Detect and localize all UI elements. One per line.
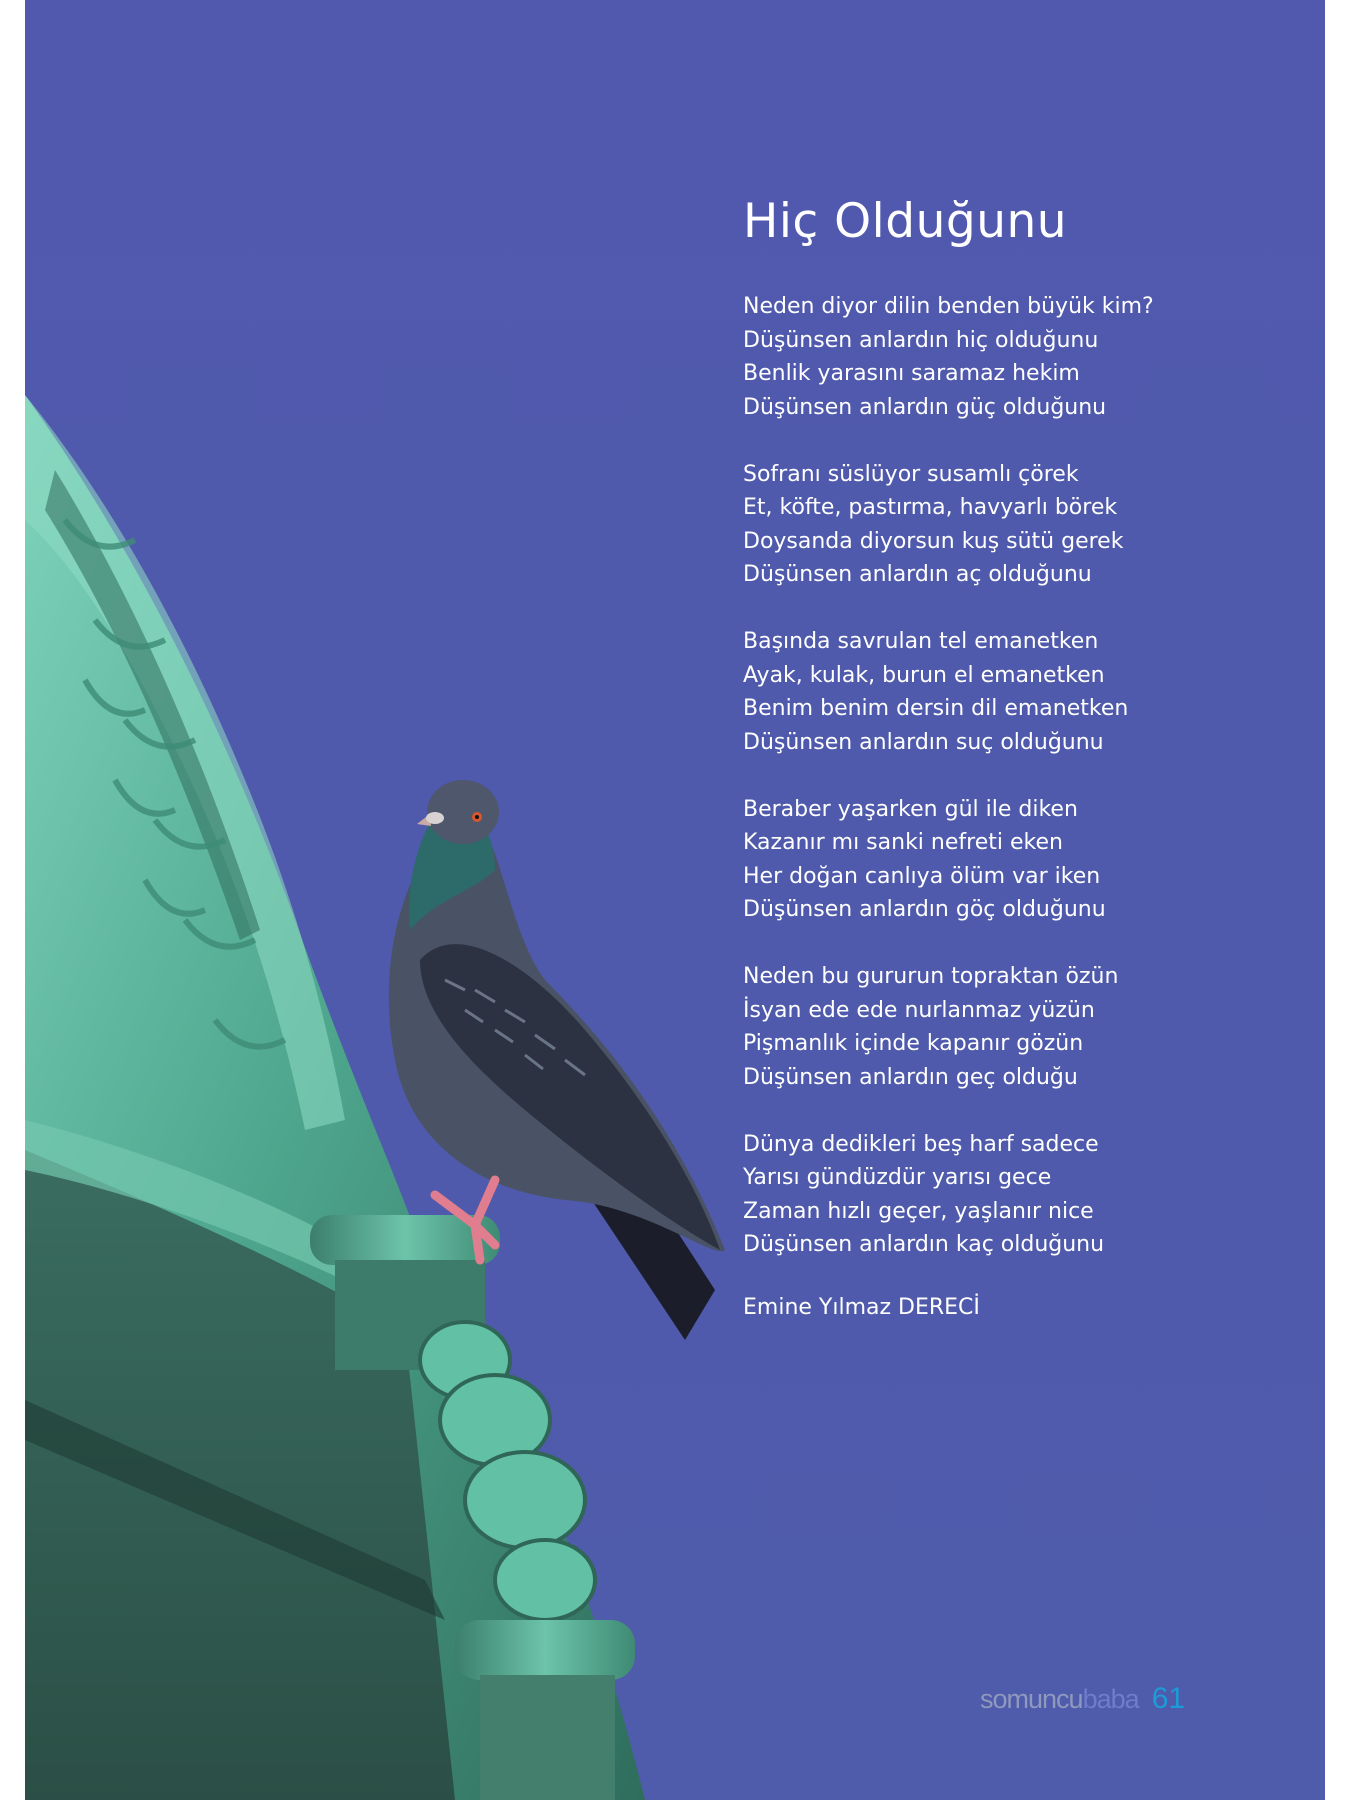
brand-logo-part1: somuncu [980, 1684, 1083, 1714]
poem-line: Zaman hızlı geçer, yaşlanır nice [743, 1198, 1094, 1224]
poem-line: İsyan ede ede nurlanmaz yüzün [743, 997, 1095, 1023]
poem-line: Neden bu gururun topraktan özün [743, 964, 1119, 989]
poem-line: Her doğan canlıya ölüm var iken [743, 863, 1101, 889]
brand-logo-part2: baba [1082, 1684, 1139, 1714]
poem-line: Düşünsen anlardın göç olduğunu [743, 897, 1106, 922]
page-footer [980, 1682, 1185, 1716]
stanza [743, 1128, 1303, 1262]
magazine-page [25, 0, 1325, 1800]
poem-line: Et, köfte, pastırma, havyarlı börek [743, 495, 1118, 520]
poem-line: Benlik yarasını saramaz hekim [743, 361, 1080, 386]
poem-line: Dünya dedikleri beş harf sadece [743, 1131, 1099, 1157]
poem-line: Düşünsen anlardın geç olduğu [743, 1064, 1078, 1090]
poem-line: Benim benim dersin dil emanetken [743, 696, 1129, 721]
poem-body [743, 290, 1303, 1295]
poem-line: Pişmanlık içinde kapanır gözün [743, 1031, 1084, 1056]
pigeon-photo [25, 0, 785, 1800]
poem-author: Emine Yılmaz DERECİ [743, 1295, 980, 1320]
poem-line: Düşünsen anlardın suç olduğunu [743, 729, 1104, 755]
stanza [743, 290, 1303, 424]
poem-line: Sofranı süslüyor susamlı çörek [743, 461, 1079, 487]
poem-line: Düşünsen anlardın hiç olduğunu [743, 327, 1099, 353]
poem-line: Düşünsen anlardın kaç olduğunu [743, 1232, 1105, 1257]
poem-line: Neden diyor dilin benden büyük kim? [743, 294, 1154, 319]
stanza [743, 458, 1303, 592]
poem-title: Hiç Olduğunu [743, 194, 1068, 249]
poem-line: Düşünsen anlardın güç olduğunu [743, 394, 1107, 420]
stanza [743, 625, 1303, 759]
poem-line: Kazanır mı sanki nefreti eken [743, 830, 1063, 855]
poem-line: Beraber yaşarken gül ile diken [743, 796, 1078, 822]
poem-line: Ayak, kulak, burun el emanetken [743, 662, 1105, 688]
poem-line: Başında savrulan tel emanetken [743, 629, 1099, 654]
poem-line: Doysanda diyorsun kuş sütü gerek [743, 528, 1124, 554]
stanza [743, 793, 1303, 927]
poem-line: Düşünsen anlardın aç olduğunu [743, 562, 1092, 587]
poem-line: Yarısı gündüzdür yarısı gece [743, 1165, 1052, 1190]
stanza [743, 960, 1303, 1094]
page-number: 61 [1151, 1682, 1186, 1715]
